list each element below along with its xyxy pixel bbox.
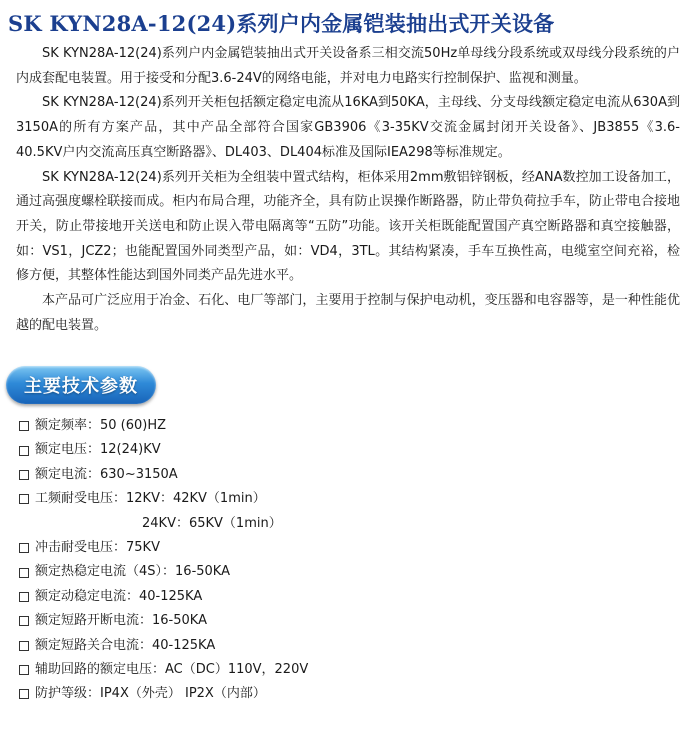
parameter-item — [19, 634, 308, 658]
parameter-text: 额定电流：630~3150A — [35, 466, 178, 482]
parameter-item — [19, 682, 308, 706]
page-title: SK KYN28A-12(24)系列户内金属铠装抽出式开关设备 — [8, 11, 555, 36]
parameter-item — [19, 438, 308, 462]
checkbox-icon — [19, 568, 29, 578]
checkbox-icon — [19, 592, 29, 602]
intro-paragraph: 本产品可广泛应用于冶金、石化、电厂等部门，主要用于控制与保护电动机，变压器和电容器等，是一种性能优越的配电装置。 — [16, 293, 680, 333]
parameter-item — [19, 585, 308, 609]
parameter-text: 辅助回路的额定电压：AC（DC）110V，220V — [35, 661, 309, 677]
parameter-text: 额定短路开断电流：16-50KA — [35, 613, 207, 629]
parameter-item — [19, 609, 308, 633]
checkbox-icon — [19, 665, 29, 675]
checkbox-icon — [19, 641, 29, 651]
parameter-item — [19, 536, 308, 560]
parameter-text: 额定频率：50 (60)HZ — [35, 418, 167, 433]
parameter-item — [19, 414, 308, 438]
section-heading-label: 主要技术参数 — [24, 376, 138, 397]
section-heading-badge — [6, 366, 156, 404]
parameter-item — [19, 487, 308, 511]
intro-text — [16, 42, 680, 338]
parameter-item-continued — [19, 512, 308, 536]
parameter-text: 额定动稳定电流：40-125KA — [35, 588, 203, 604]
parameter-list — [19, 414, 308, 707]
parameter-item — [19, 658, 308, 682]
checkbox-icon — [19, 616, 29, 626]
checkbox-icon — [19, 421, 29, 431]
parameter-text: 冲击耐受电压：75KV — [35, 539, 160, 555]
checkbox-icon — [19, 494, 29, 504]
checkbox-icon — [19, 446, 29, 456]
parameter-text: 额定短路关合电流：40-125KA — [35, 637, 216, 653]
parameter-item — [19, 560, 308, 584]
checkbox-icon — [19, 689, 29, 699]
intro-paragraph: SK KYN28A-12(24)系列开关柜包括额定稳定电流从16KA到50KA，主母线、分支母线额定稳定电流从630A到3150A的所有方案产品，其中产品全部符合国家GB3906《3-35KV交流金属封闭开关设备》、JB3855《3.6-40.5KV户内交流高压真空断路器》、DL403、DL404标准及国际IEA298等标准规定。 — [16, 95, 680, 160]
parameter-text: 额定热稳定电流（4S）：16-50KA — [35, 564, 230, 580]
parameter-text: 工频耐受电压：12KV：42KV（1min） — [35, 491, 266, 507]
intro-paragraph: SK KYN28A-12(24)系列户内金属铠装抽出式开关设备系三相交流50Hz单母线分段系统或双母线分段系统的户内成套配电装置。用于接受和分配3.6-24V的网络电能，并对电力电路实行控制保护、监视和测量。 — [16, 46, 680, 86]
parameter-item — [19, 463, 308, 487]
parameter-text: 24KV：65KV（1min） — [142, 515, 282, 531]
checkbox-icon — [19, 470, 29, 480]
parameter-text: 防护等级：IP4X（外壳） IP2X（内部） — [35, 686, 266, 702]
parameter-text: 额定电压：12(24)KV — [35, 442, 161, 458]
checkbox-icon — [19, 543, 29, 553]
intro-paragraph: SK KYN28A-12(24)系列开关柜为全组装中置式结构，柜体采用2mm敷铝锌钢板，经ANA数控加工设备加工，通过高强度螺栓联接而成。柜内布局合理，功能齐全，具有防止误操作断路器，防止带负荷拉手车，防止带电合接地开关，防止带接地开关送电和防止误入带电隔离等“五防”功能。该开关柜既能配置国产真空断路器和真空接触器，如：VS1，JCZ2；也能配置国外同类型产品，如：VD4，3TL。其结构紧凑，手车互换性高，电缆室空间充裕，检修方便，其整体性能达到国外同类产品先进水平。 — [16, 169, 680, 284]
